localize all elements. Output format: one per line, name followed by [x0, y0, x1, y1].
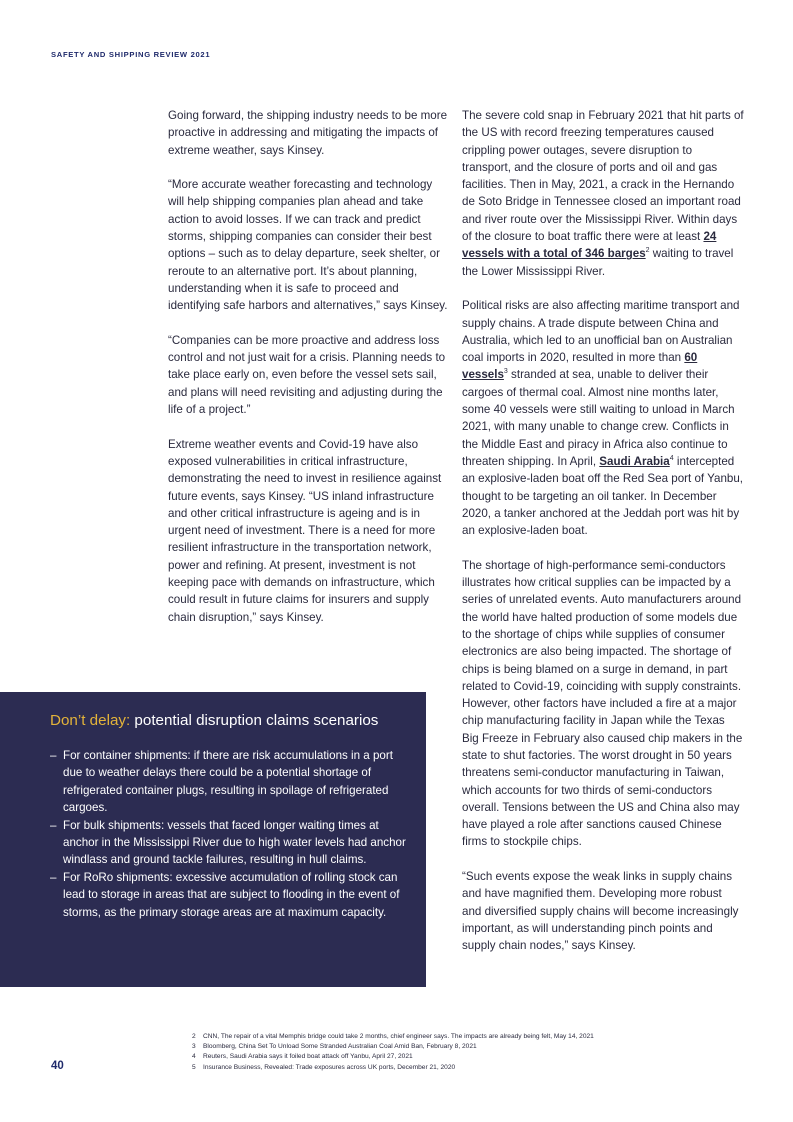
footnote: [192, 1052, 752, 1062]
list-item: [50, 747, 406, 817]
dash-bullet: –: [50, 870, 57, 884]
reference-link-vessels-barges[interactable]: 24 vessels with a total of 346 barges: [462, 230, 717, 261]
list-item-text: For container shipments: if there are risk accumulations in a port due to weather delays there could be a potential shortage of refrigerated container plugs, resulting in spoilage of refrigerated cargoes.: [63, 749, 393, 815]
footnote-ref: 4: [669, 455, 674, 463]
dash-bullet: –: [50, 749, 57, 762]
callout-title-accent: Don’t delay:: [50, 712, 131, 729]
paragraph-text: The severe cold snap in February 2021 that hit parts of the US with record freezing temperatures caused crippling power outages, severe disruption to transport, and the closure of ports and oil and gas facilities. Then in May, 2021, a crack in the Hernando de Soto Bridge in Tennessee closed an important road and river route over the Mississippi River. Within days of the closure to boat traffic there were at least: [462, 109, 744, 244]
callout-title-rest: potential disruption claims scenarios: [130, 712, 379, 729]
footnote-text: CNN, The repair of a vital Memphis bridge could take 2 months, chief engineer says. The impacts are already being felt, May 14, 2021: [203, 1033, 594, 1040]
footnote-number: 3: [192, 1043, 196, 1051]
paragraph: Going forward, the shipping industry needs to be more proactive in addressing and mitigating the impacts of extreme weather, says Kinsey.: [168, 109, 448, 157]
footnotes: [192, 1032, 752, 1073]
paragraph-text: waiting to travel the Lower Mississippi River.: [462, 247, 734, 278]
paragraph: “More accurate weather forecasting and technology will help shipping companies plan ahead and take action to avoid losses. If we can track and predict storms, shipping companies can consider their best options – such as to delay departure, seek shelter, or reroute to an alternative port. It’s about planning, understanding when it is safe to proceed and identifying safe harbors and alternatives,” says Kinsey.: [168, 178, 448, 313]
list-item: [50, 817, 406, 869]
footnote: [192, 1063, 752, 1073]
footnote: [192, 1032, 752, 1042]
footnote-ref: 2: [645, 247, 650, 255]
left-column: [168, 107, 448, 643]
paragraph-text: Political risks are also affecting maritime transport and supply chains. A trade dispute between China and Australia, which led to an unofficial ban on Australian coal imports in 2020, resulted in more than: [462, 299, 740, 365]
list-item: [50, 869, 406, 921]
footnote-text: Reuters, Saudi Arabia says it foiled boat attack off Yanbu, April 27, 2021: [203, 1053, 413, 1061]
paragraph: [462, 107, 744, 280]
page-number: 40: [51, 1060, 64, 1072]
footnote-number: 2: [192, 1033, 196, 1040]
footnote-text: Insurance Business, Revealed: Trade exposures across UK ports, December 21, 2020: [203, 1063, 456, 1071]
reference-link-saudi-arabia[interactable]: Saudi Arabia: [599, 454, 670, 468]
footnote-number: 4: [192, 1053, 196, 1061]
dash-bullet: –: [50, 818, 57, 832]
callout-list: [50, 747, 406, 921]
right-column: [462, 107, 744, 972]
paragraph: Extreme weather events and Covid-19 have also exposed vulnerabilities in critical infrastructure, demonstrating the need to invest in resilience against future events, says Kinsey. “US inland infrastructure and other critical infrastructure is ageing and is in urgent need of investment. There is a need for more resilient infrastructure in the transportation network, power and refining. At present, investment is not keeping pace with demands on infrastructure, which could result in future claims for insurers and supply chain disruption,” says Kinsey.: [168, 437, 442, 624]
running-header: SAFETY AND SHIPPING REVIEW 2021: [51, 50, 211, 59]
reference-link-60-vessels[interactable]: 60 vessels: [462, 351, 698, 382]
paragraph-text: intercepted an explosive-laden boat off the Red Sea port of Yanbu, thought to be targeting an oil tanker. In December 2020, a tanker anchored at the Jeddah port was hit by an explosive-laden boat.: [462, 454, 744, 538]
paragraph-text: stranded at sea, unable to deliver their cargoes of thermal coal. Almost nine months later, some 40 vessels were still waiting to unload in March 2021, with many unable to change crew. Conflicts in the Middle East and piracy in Africa also continue to threaten shipping. In April,: [462, 368, 735, 468]
list-item-text: For RoRo shipments: excessive accumulation of rolling stock can lead to storage in areas that are subject to flooding in the event of storms, as the primary storage areas are at maximum capacity.: [63, 870, 400, 919]
list-item-text: For bulk shipments: vessels that faced longer waiting times at anchor in the Mississippi River due to high water levels had anchor windlass and ground tackle failures, resulting in hull claims.: [63, 818, 406, 867]
footnote-ref: 3: [503, 368, 508, 376]
paragraph: The shortage of high-performance semi-conductors illustrates how critical supplies can be impacted by a series of unrelated events. Auto manufacturers around the world have halted production of some models due to the shortage of chips while supplies of consumer electronics are also being impacted. The shortage of chips is being blamed on a surge in demand, in part related to Covid-19, coinciding with supply constraints. However, other factors have included a fire at a major chip manufacturing facility in Japan while the Texas Big Freeze in February also caused chip makers in the state to shut factories. The worst drought in 50 years threatens semi-conductor manufacturing in Taiwan, which accounts for two thirds of semi-conductors overall. Tensions between the US and China also may have played a role after sanctions caused Chinese firms to stockpile chips.: [462, 558, 743, 849]
paragraph: [462, 297, 744, 539]
footnote: [192, 1042, 752, 1052]
callout-title: [50, 712, 406, 729]
callout-box: [0, 692, 426, 987]
footnote-number: 5: [192, 1063, 196, 1071]
footnote-text: Bloomberg, China Set To Unload Some Stranded Australian Coal Amid Ban, February 8, 2021: [203, 1043, 477, 1051]
paragraph: “Companies can be more proactive and address loss control and not just wait for a crisis. Planning needs to take place early on, even before the vessel sets sail, and plans will need revisiting and adjusting during the life of a project.”: [168, 333, 446, 417]
paragraph: “Such events expose the weak links in supply chains and have magnified them. Developing more robust and diversified supply chains will become increasingly important, as will understanding pinch points and supply chain nodes,” says Kinsey.: [462, 870, 739, 953]
